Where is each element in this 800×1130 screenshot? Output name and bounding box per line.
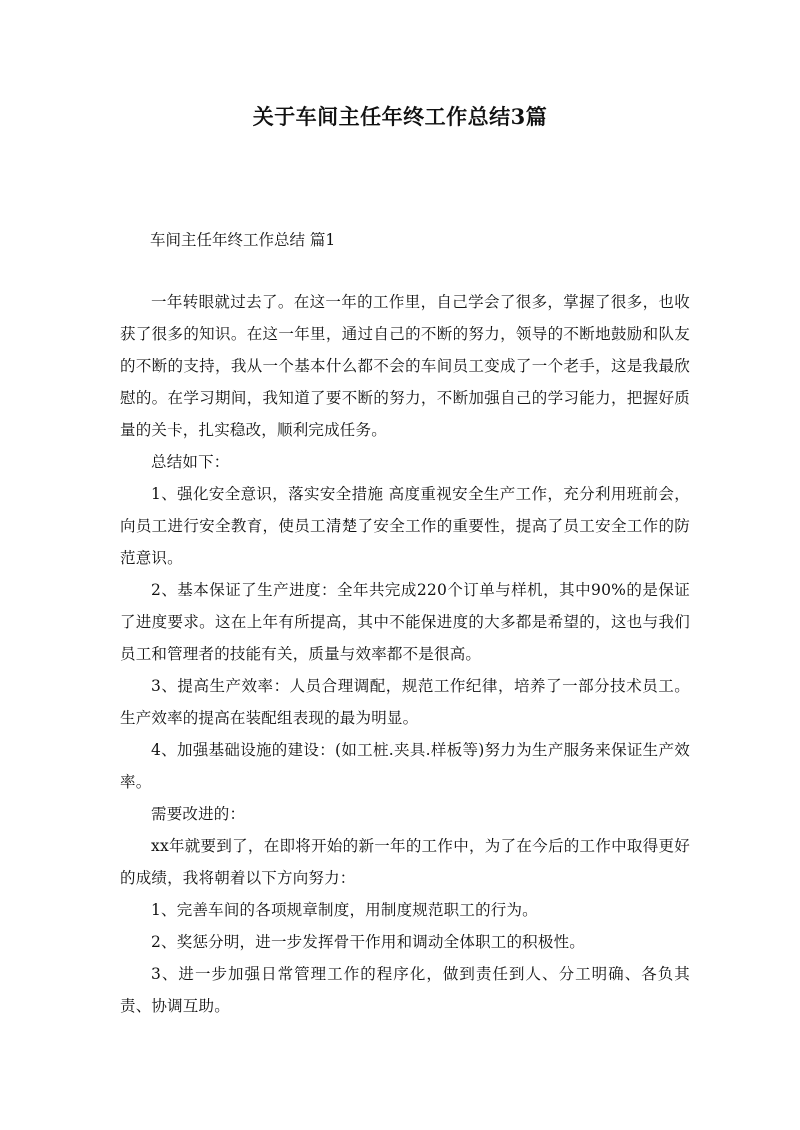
paragraph: 1、强化安全意识，落实安全措施 高度重视安全生产工作，充分利用班前会，向员工进行安全教育，使员工清楚了安全工作的重要性，提高了员工安全工作的防范意识。 [120, 485, 690, 567]
paragraph: 一年转眼就过去了。在这一年的工作里，自己学会了很多，掌握了很多，也收获了很多的知识。在这一年里，通过自己的不断的努力，领导的不断地鼓励和队友的不断的支持，我从一个基本什么都不会的车间员工变成了一个老手，这是我最欣慰的。在学习期间，我知道了要不断的努力，不断加强自己的学习能力，把握好质量的关卡，扎实稳改，顺利完成任务。 [120, 293, 690, 439]
section-title: 车间主任年终工作总结 篇1 [150, 231, 336, 249]
paragraph: 3、进一步加强日常管理工作的程序化，做到责任到人、分工明确、各负其责、协调互助。 [120, 965, 690, 1015]
document-title: 关于车间主任年终工作总结3篇 [252, 104, 548, 129]
paragraph: 2、基本保证了生产进度：全年共完成220个订单与样机，其中90%的是保证了进度要求。这在上年有所提高，其中不能保进度的大多都是希望的，这也与我们员工和管理者的技能有关，质量与效率都不是很高。 [120, 581, 690, 663]
paragraph: xx年就要到了，在即将开始的新一年的工作中，为了在今后的工作中取得更好的成绩，我将朝着以下方向努力： [120, 837, 690, 887]
document-body [120, 286, 690, 1022]
paragraph: 2、奖惩分明，进一步发挥骨干作用和调动全体职工的积极性。 [151, 933, 585, 951]
paragraph: 总结如下： [151, 453, 230, 471]
paragraph: 需要改进的： [151, 805, 246, 823]
paragraph: 3、提高生产效率：人员合理调配，规范工作纪律，培养了一部分技术员工。生产效率的提高在装配组表现的最为明显。 [120, 677, 690, 727]
paragraph: 1、完善车间的各项规章制度，用制度规范职工的行为。 [151, 901, 538, 919]
paragraph: 4、加强基础设施的建设：(如工桩.夹具.样板等)努力为生产服务来保证生产效率。 [120, 741, 690, 791]
